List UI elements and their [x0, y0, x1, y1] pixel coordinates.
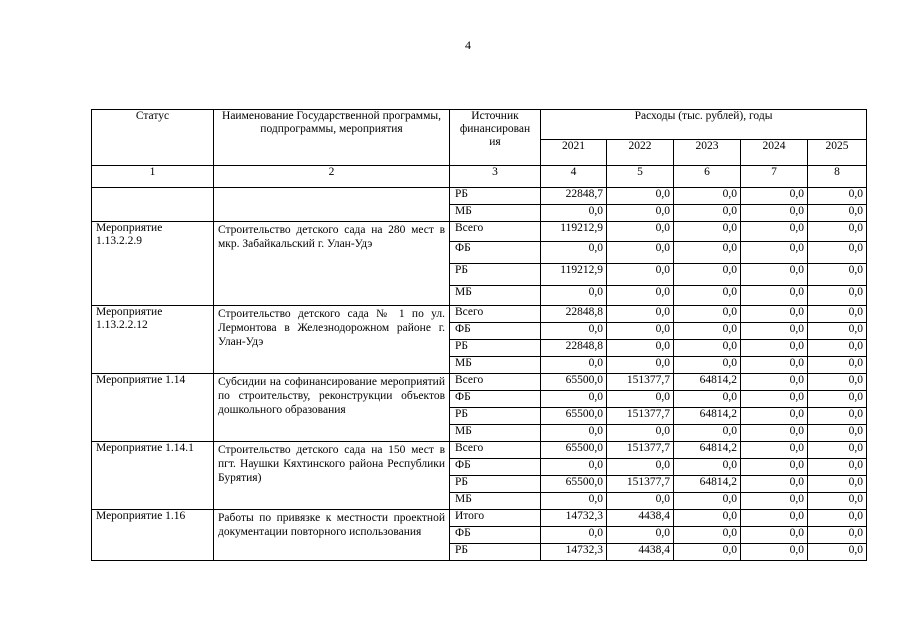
value-cell: 0,0 — [541, 527, 607, 544]
source-cell: МБ — [450, 205, 541, 222]
value-cell: 0,0 — [541, 357, 607, 374]
value-cell: 0,0 — [607, 306, 674, 323]
value-cell: 0,0 — [541, 493, 607, 510]
value-cell: 0,0 — [808, 391, 867, 408]
value-cell: 0,0 — [674, 391, 741, 408]
value-cell: 0,0 — [674, 205, 741, 222]
value-cell: 0,0 — [674, 459, 741, 476]
value-cell: 65500,0 — [541, 408, 607, 425]
value-cell: 0,0 — [607, 527, 674, 544]
value-cell: 0,0 — [741, 306, 808, 323]
value-cell: 0,0 — [741, 391, 808, 408]
column-number: 6 — [674, 166, 741, 188]
column-number: 5 — [607, 166, 674, 188]
value-cell: 0,0 — [808, 374, 867, 391]
value-cell: 0,0 — [741, 188, 808, 205]
value-cell: 0,0 — [607, 222, 674, 242]
value-cell: 0,0 — [808, 264, 867, 286]
value-cell: 0,0 — [674, 425, 741, 442]
value-cell: 65500,0 — [541, 442, 607, 459]
value-cell: 0,0 — [674, 188, 741, 205]
value-cell: 0,0 — [808, 527, 867, 544]
value-cell: 4438,4 — [607, 510, 674, 527]
value-cell: 0,0 — [541, 459, 607, 476]
value-cell: 64814,2 — [674, 476, 741, 493]
header-year: 2025 — [808, 140, 867, 166]
budget-table — [91, 109, 867, 561]
name-cell: Субсидии на софинансирование мероприятий по строительству, реконструкции объектов дошкольного образования — [214, 374, 450, 442]
value-cell: 151377,7 — [607, 408, 674, 425]
value-cell: 64814,2 — [674, 374, 741, 391]
status-cell: Мероприятие 1.13.2.2.12 — [92, 306, 214, 374]
value-cell: 0,0 — [808, 357, 867, 374]
value-cell: 0,0 — [607, 340, 674, 357]
source-cell: ФБ — [450, 242, 541, 264]
value-cell: 0,0 — [607, 391, 674, 408]
value-cell: 151377,7 — [607, 442, 674, 459]
source-cell: РБ — [450, 264, 541, 286]
status-cell: Мероприятие 1.14 — [92, 374, 214, 442]
column-number: 7 — [741, 166, 808, 188]
header-expenses: Расходы (тыс. рублей), годы — [541, 110, 867, 140]
status-cell: Мероприятие 1.13.2.2.9 — [92, 222, 214, 306]
table-row — [92, 306, 867, 323]
value-cell: 0,0 — [808, 442, 867, 459]
value-cell: 119212,9 — [541, 264, 607, 286]
value-cell: 0,0 — [808, 493, 867, 510]
value-cell: 64814,2 — [674, 408, 741, 425]
value-cell: 119212,9 — [541, 222, 607, 242]
value-cell: 0,0 — [607, 493, 674, 510]
source-cell: МБ — [450, 357, 541, 374]
value-cell: 0,0 — [741, 222, 808, 242]
value-cell: 0,0 — [741, 242, 808, 264]
source-cell: РБ — [450, 340, 541, 357]
source-cell: Итого — [450, 510, 541, 527]
value-cell: 0,0 — [808, 476, 867, 493]
value-cell: 0,0 — [674, 306, 741, 323]
value-cell: 0,0 — [741, 374, 808, 391]
page-number: 4 — [465, 38, 471, 52]
name-cell: Строительство детского сада № 1 по ул. Лермонтова в Железнодорожном районе г. Улан-Удэ — [214, 306, 450, 374]
value-cell: 14732,3 — [541, 510, 607, 527]
value-cell: 0,0 — [674, 222, 741, 242]
value-cell: 65500,0 — [541, 374, 607, 391]
value-cell: 22848,8 — [541, 306, 607, 323]
value-cell: 0,0 — [808, 306, 867, 323]
source-cell: Всего — [450, 222, 541, 242]
value-cell: 0,0 — [541, 242, 607, 264]
table-body — [92, 188, 867, 561]
source-cell: ФБ — [450, 527, 541, 544]
source-cell: Всего — [450, 306, 541, 323]
value-cell: 0,0 — [607, 425, 674, 442]
column-number: 8 — [808, 166, 867, 188]
value-cell: 151377,7 — [607, 476, 674, 493]
header-year: 2024 — [741, 140, 808, 166]
value-cell: 64814,2 — [674, 442, 741, 459]
table-row — [92, 188, 867, 205]
value-cell: 0,0 — [607, 205, 674, 222]
value-cell: 0,0 — [808, 242, 867, 264]
value-cell: 22848,7 — [541, 188, 607, 205]
value-cell: 0,0 — [607, 323, 674, 340]
header-year: 2021 — [541, 140, 607, 166]
source-cell: РБ — [450, 544, 541, 561]
source-cell: ФБ — [450, 391, 541, 408]
source-cell: МБ — [450, 425, 541, 442]
column-number: 3 — [450, 166, 541, 188]
table-row — [92, 222, 867, 242]
value-cell: 0,0 — [607, 188, 674, 205]
value-cell: 0,0 — [741, 442, 808, 459]
value-cell: 65500,0 — [541, 476, 607, 493]
value-cell: 0,0 — [741, 476, 808, 493]
header-year: 2023 — [674, 140, 741, 166]
value-cell: 0,0 — [541, 205, 607, 222]
value-cell: 0,0 — [674, 357, 741, 374]
source-cell: Всего — [450, 442, 541, 459]
value-cell: 0,0 — [808, 510, 867, 527]
source-cell: РБ — [450, 408, 541, 425]
value-cell: 0,0 — [674, 264, 741, 286]
value-cell: 22848,8 — [541, 340, 607, 357]
source-cell: Всего — [450, 374, 541, 391]
value-cell: 0,0 — [741, 408, 808, 425]
header-status: Статус — [92, 110, 214, 166]
table-row — [92, 510, 867, 527]
value-cell: 0,0 — [741, 286, 808, 306]
value-cell: 0,0 — [808, 323, 867, 340]
value-cell: 0,0 — [741, 340, 808, 357]
value-cell: 151377,7 — [607, 374, 674, 391]
status-cell: Мероприятие 1.14.1 — [92, 442, 214, 510]
value-cell: 0,0 — [741, 527, 808, 544]
value-cell: 0,0 — [674, 286, 741, 306]
value-cell: 0,0 — [808, 340, 867, 357]
value-cell: 0,0 — [674, 527, 741, 544]
value-cell: 0,0 — [741, 493, 808, 510]
value-cell: 0,0 — [808, 544, 867, 561]
value-cell: 0,0 — [674, 493, 741, 510]
value-cell: 0,0 — [741, 544, 808, 561]
source-cell: РБ — [450, 188, 541, 205]
value-cell: 0,0 — [541, 425, 607, 442]
table-header — [92, 110, 867, 188]
column-number: 1 — [92, 166, 214, 188]
column-number: 2 — [214, 166, 450, 188]
value-cell: 0,0 — [808, 459, 867, 476]
status-cell: Мероприятие 1.16 — [92, 510, 214, 561]
name-cell: Строительство детского сада на 150 мест в пгт. Наушки Кяхтинского района Республики Бурятия) — [214, 442, 450, 510]
value-cell: 0,0 — [607, 357, 674, 374]
value-cell: 0,0 — [808, 286, 867, 306]
value-cell: 0,0 — [808, 205, 867, 222]
value-cell: 0,0 — [607, 286, 674, 306]
value-cell: 0,0 — [741, 205, 808, 222]
value-cell: 0,0 — [674, 323, 741, 340]
table-row — [92, 374, 867, 391]
value-cell: 0,0 — [808, 408, 867, 425]
value-cell: 0,0 — [808, 188, 867, 205]
value-cell: 0,0 — [808, 222, 867, 242]
value-cell: 0,0 — [541, 391, 607, 408]
value-cell: 0,0 — [741, 357, 808, 374]
value-cell: 0,0 — [607, 242, 674, 264]
value-cell: 0,0 — [674, 544, 741, 561]
value-cell: 0,0 — [674, 510, 741, 527]
value-cell: 14732,3 — [541, 544, 607, 561]
source-cell: ФБ — [450, 323, 541, 340]
value-cell: 0,0 — [607, 459, 674, 476]
source-cell: РБ — [450, 476, 541, 493]
value-cell: 0,0 — [741, 264, 808, 286]
value-cell: 0,0 — [674, 242, 741, 264]
table-row — [92, 442, 867, 459]
value-cell: 0,0 — [741, 323, 808, 340]
value-cell: 0,0 — [808, 425, 867, 442]
header-year: 2022 — [607, 140, 674, 166]
value-cell: 0,0 — [607, 264, 674, 286]
value-cell: 4438,4 — [607, 544, 674, 561]
header-name: Наименование Государственной программы, подпрограммы, мероприятия — [214, 110, 450, 166]
name-cell: Работы по привязке к местности проектной документации повторного использования — [214, 510, 450, 561]
value-cell: 0,0 — [541, 323, 607, 340]
value-cell: 0,0 — [541, 286, 607, 306]
name-cell: Строительство детского сада на 280 мест в мкр. Забайкальский г. Улан-Удэ — [214, 222, 450, 306]
status-cell — [92, 188, 214, 222]
value-cell: 0,0 — [741, 510, 808, 527]
value-cell: 0,0 — [741, 425, 808, 442]
column-number: 4 — [541, 166, 607, 188]
name-cell — [214, 188, 450, 222]
source-cell: ФБ — [450, 459, 541, 476]
value-cell: 0,0 — [741, 459, 808, 476]
value-cell: 0,0 — [674, 340, 741, 357]
header-source: Источник финансирован ия — [450, 110, 541, 166]
source-cell: МБ — [450, 286, 541, 306]
source-cell: МБ — [450, 493, 541, 510]
